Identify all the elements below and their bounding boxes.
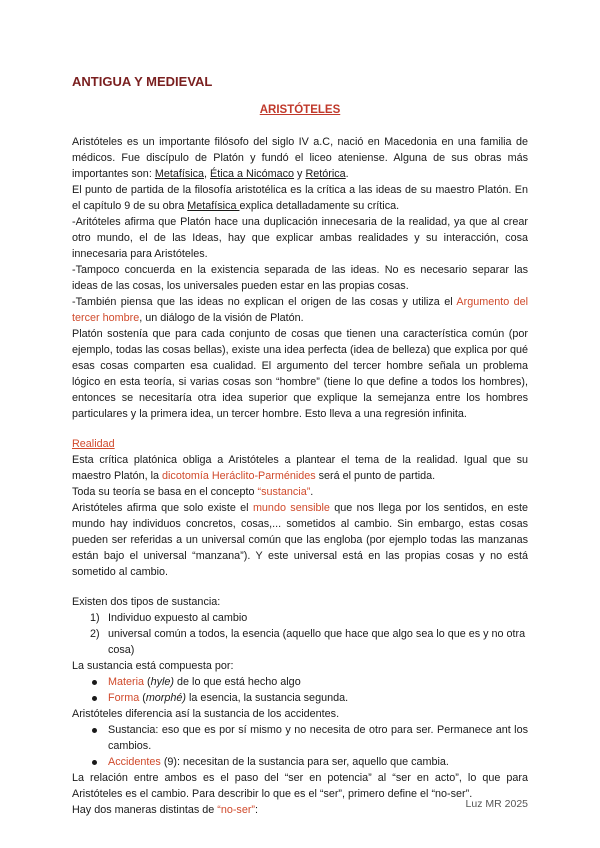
sustancia-types-list	[72, 610, 528, 658]
no-ser-paragraph: Hay dos maneras distintas de “no-ser”:	[72, 804, 259, 816]
section-title: ANTIGUA Y MEDIEVAL	[72, 74, 213, 89]
list-item: 1) Individuo expuesto al cambio	[90, 612, 248, 624]
starting-point-paragraph: El punto de partida de la filosofía aristotélica es la crítica a las ideas de su maestro Platón. En el capítulo 9 de su obra Metafísica explica detalladamente su crítica.	[72, 184, 528, 212]
bullet-icon	[92, 728, 97, 733]
critique-duplication: -Aritóteles afirma que Platón hace una duplicación innecesaria de la realidad, ya que al crear otro mundo, el de las Ideas, hay que explicar ambas realidades y su interacción, cosa innecesaria para Aristóteles.	[72, 216, 528, 260]
list-item: Materia (hyle) de lo que está hecho algo	[90, 674, 528, 690]
sustancia-composed-intro: La sustancia está compuesta por:	[72, 660, 234, 672]
realidad-paragraph-1: Esta crítica platónica obliga a Aristóteles a plantear el tema de la realidad. Igual que su maestro Platón, la dicotomía Heráclito-Parménides será el punto de partida.	[72, 454, 528, 482]
critique-separation: -Tampoco concuerda en la existencia separada de las ideas. No es necesario separar las ideas de las cosas, los universales pueden estar en las propias cosas.	[72, 264, 528, 292]
mundo-sensible-highlight: mundo sensible	[252, 502, 330, 514]
third-man-link: Argumento del tercer hombre	[72, 296, 528, 324]
third-man-explanation: Platón sostenía que para cada conjunto de cosas que tienen una característica común (por ejemplo, todas las cosas bellas), existe una idea perfecta (idea de belleza) que explica por qué esas cosas comparten esa cualidad. El argumento del tercer hombre señala un problema lógico en esta teoría, si varias cosas son “hombre” (tiene lo que define a todos los hombres), entonces se necesitaría otra idea superior que explique la semejanza entre los hombres particulares y la primera idea, un tercer hombre. Esto lleva a una regresión infinita.	[72, 328, 528, 420]
sustancia-types-intro: Existen dos tipos de sustancia:	[72, 596, 221, 608]
work-retorica: Retórica	[305, 168, 346, 180]
critique-origin: -También piensa que las ideas no explican el origen de las cosas y utiliza el Argumento del tercer hombre, un diálogo de la visión de Platón.	[72, 296, 528, 324]
sustancia-composition-list	[72, 674, 528, 706]
dicotomia-highlight: dicotomía Heráclito-Parménides	[162, 470, 316, 482]
list-item: Accidentes (9): necesitan de la sustancia para ser, aquello que cambia.	[90, 754, 528, 770]
list-item: 2) universal común a todos, la esencia (aquello que hace que algo sea lo que es y no otra cosa)	[90, 628, 526, 656]
sustancia-highlight: “sustancia”	[257, 486, 311, 498]
bullet-icon	[92, 696, 97, 701]
accidentes-intro: Aristóteles diferencia así la sustancia de los accidentes.	[72, 708, 340, 720]
no-ser-highlight: “no-ser”	[217, 804, 256, 816]
realidad-paragraph-3: Aristóteles afirma que solo existe el mundo sensible que nos llega por los sentidos, en este mundo hay individuos concretos, cosas,... sometidos al cambio. Sin embargo, estas cosas pueden ser referidas a un universal común que las engloba (por ejemplo todas las manzanas están bajo el universal “manzana”). Y este universal está en las propias cosas y no está sometido al cambio.	[72, 502, 528, 578]
realidad-heading: Realidad	[72, 438, 115, 450]
potencia-acto-paragraph: La relación entre ambos es el paso del “ser en potencia” al “ser en acto”, lo que para Aristóteles es el cambio. Para describir lo que es el “ser”, primero define el “no-ser”.	[72, 772, 528, 800]
bullet-icon	[92, 680, 97, 685]
work-metafisica: Metafísica	[154, 168, 205, 180]
document-body	[72, 134, 528, 818]
document-title: ARISTÓTELES	[259, 104, 341, 116]
bullet-icon	[92, 760, 97, 765]
work-metafisica-ref: Metafísica	[187, 200, 240, 212]
realidad-paragraph-2: Toda su teoría se basa en el concepto “sustancia”.	[72, 486, 314, 498]
intro-paragraph: Aristóteles es un importante filósofo del siglo IV a.C, nació en Macedonia en una familia de médicos. Fue discípulo de Platón y fundó el liceo ateniense. Alguna de sus obras más importantes son: Metafísica, Ética a Nicómaco y Retórica.	[72, 136, 528, 180]
footer-author: Luz MR 2025	[465, 798, 528, 810]
work-etica: Ética a Nicómaco	[210, 168, 295, 180]
list-item: Sustancia: eso que es por sí mismo y no necesita de otro para ser. Permanece ant los cambios.	[90, 722, 528, 754]
accidentes-list	[72, 722, 528, 770]
list-item: Forma (morphé) la esencia, la sustancia segunda.	[90, 690, 528, 706]
